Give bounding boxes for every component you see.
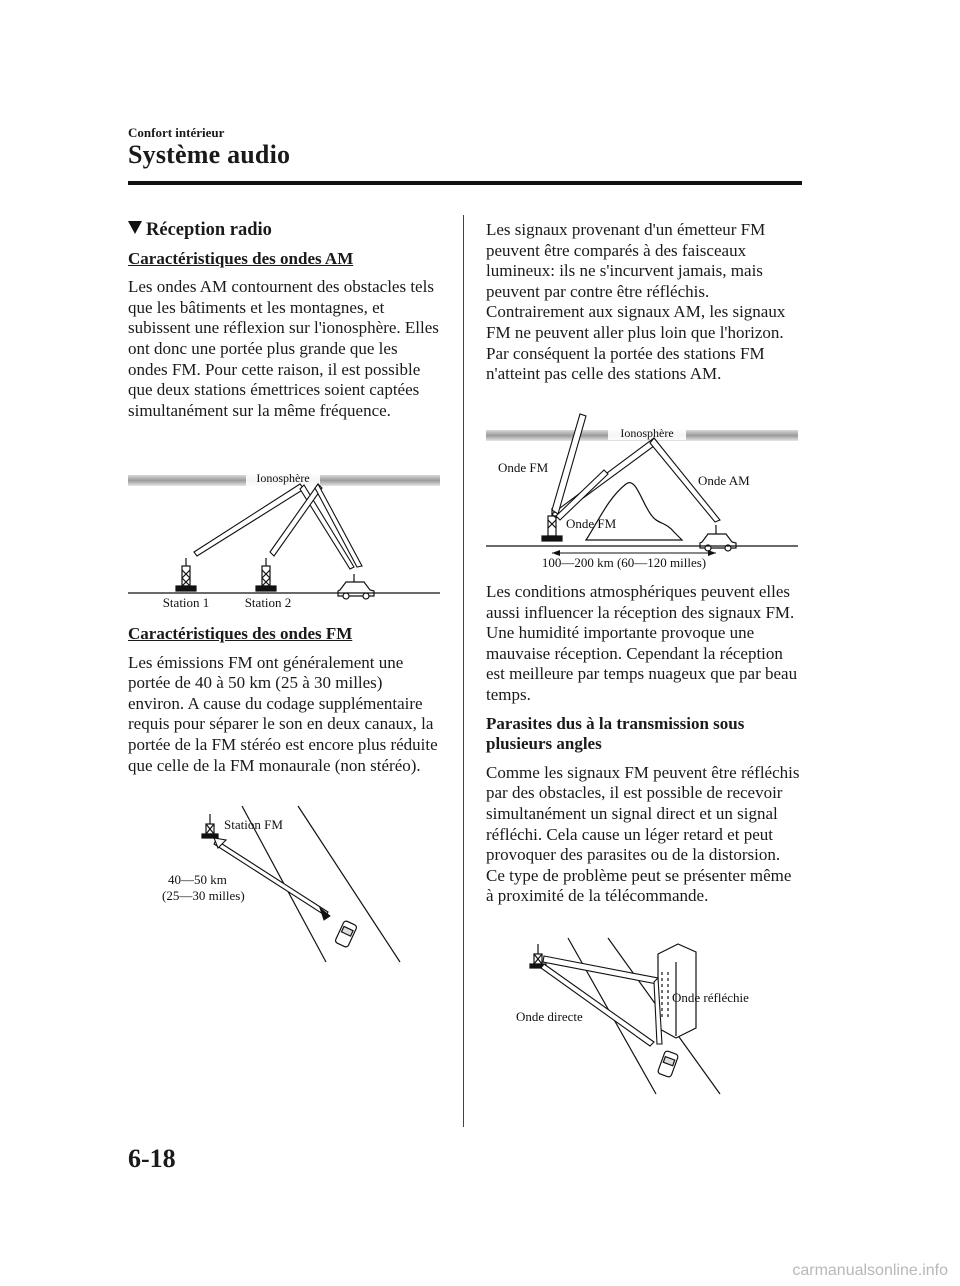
page-number: 6-18 <box>128 1144 176 1173</box>
left-column <box>128 220 440 429</box>
ionosphere-label: Ionosphère <box>620 426 674 440</box>
right-column-bottom <box>486 582 802 915</box>
onde-fm-mid-label: Onde FM <box>566 516 617 531</box>
section-heading <box>128 220 440 241</box>
conditions-paragraph: Les conditions atmosphériques peuvent elles aussi influencer la réception des signaux FM. Une humidité importante provoque une mauvaise réception. Cependant la réception est meilleure par temps nuageux que par beau temps. <box>486 582 798 704</box>
am-subheading: Caractéristiques des ondes AM <box>128 248 354 268</box>
fm-paragraph: Les émissions FM ont généralement une portée de 40 à 50 km (25 à 30 milles) environ. A cause du codage supplémentaire requis pour séparer le son en deux canaux, la portée de la FM stéréo est encore plus réduite que celle de la FM monaurale (non stéréo). <box>128 652 438 775</box>
section-heading-text: Réception radio <box>146 220 272 240</box>
figure-fm-range <box>160 800 410 970</box>
tower-icon <box>176 558 196 591</box>
car-icon <box>657 1050 678 1077</box>
left-column-lower <box>128 624 440 784</box>
station-fm-label: Station FM <box>224 817 283 832</box>
onde-directe-label: Onde directe <box>516 1009 583 1024</box>
ionosphere-label: Ionosphère <box>256 471 310 485</box>
station2-label: Station 2 <box>244 595 292 610</box>
onde-reflechie-label: Onde réfléchie <box>672 990 749 1005</box>
figure-multipath <box>500 932 800 1102</box>
am-wave-paths <box>194 484 362 569</box>
fm-signal-paragraph: Les signaux provenant d'un émetteur FM peuvent être comparés à des faisceaux lumineux: ils ne s'incurvent jamais, mais peuvent par contre être réfléchis. Contrairement aux signaux AM, les signaux FM ne peuvent aller plus loin que l'horizon. Par conséquent la portée des stations FM n'atteint pas celle des stations AM. <box>486 220 786 384</box>
multipath-wave-paths <box>541 956 662 1046</box>
onde-fm-top-label: Onde FM <box>498 460 549 475</box>
watermark: carmanualsonline.info <box>792 1262 948 1279</box>
tower-icon <box>202 814 218 838</box>
onde-am-label: Onde AM <box>698 473 750 488</box>
fm-subheading: Caractéristiques des ondes FM <box>128 624 353 643</box>
distance-label: 100—200 km (60—120 milles) <box>541 555 707 570</box>
section-label: Confort intérieur <box>128 125 225 140</box>
triangle-bullet-icon <box>128 221 142 234</box>
car-icon <box>338 574 374 599</box>
figure-fm-horizon <box>486 412 802 572</box>
parasites-heading: Parasites dus à la transmission sous plusieurs angles <box>486 713 745 754</box>
right-column-top <box>486 220 802 393</box>
column-divider <box>463 215 464 1127</box>
figure-am-ionosphere <box>128 470 440 615</box>
car-icon <box>700 525 736 551</box>
header-rule <box>128 181 802 185</box>
am-paragraph: Les ondes AM contournent des obstacles tels que les bâtiments et les montagnes, et subissent une réflexion sur l'ionosphère. Elles ont donc une portée plus grande que les ondes FM. Pour cette raison, il est possible que deux stations émettrices soient captées simultanément sur la même fréquence. <box>128 277 439 420</box>
tower-icon <box>256 558 276 591</box>
mountain-shape <box>586 483 682 540</box>
page-title: Système audio <box>128 140 291 169</box>
parasites-paragraph: Comme les signaux FM peuvent être réfléchis par des obstacles, il est possible de recevoir simultanément un signal direct et un signal réfléchi. Cela cause un léger retard et peut provoquer des parasites ou de la distorsion. Ce type de problème peut se présenter même à proximité de la télécommande. <box>486 762 800 906</box>
station1-label: Station 1 <box>162 595 210 610</box>
range-km-label: 40—50 km <box>168 872 227 887</box>
range-miles-label: (25—30 milles) <box>162 888 245 903</box>
car-icon <box>335 920 358 948</box>
range-arrow <box>214 840 328 916</box>
